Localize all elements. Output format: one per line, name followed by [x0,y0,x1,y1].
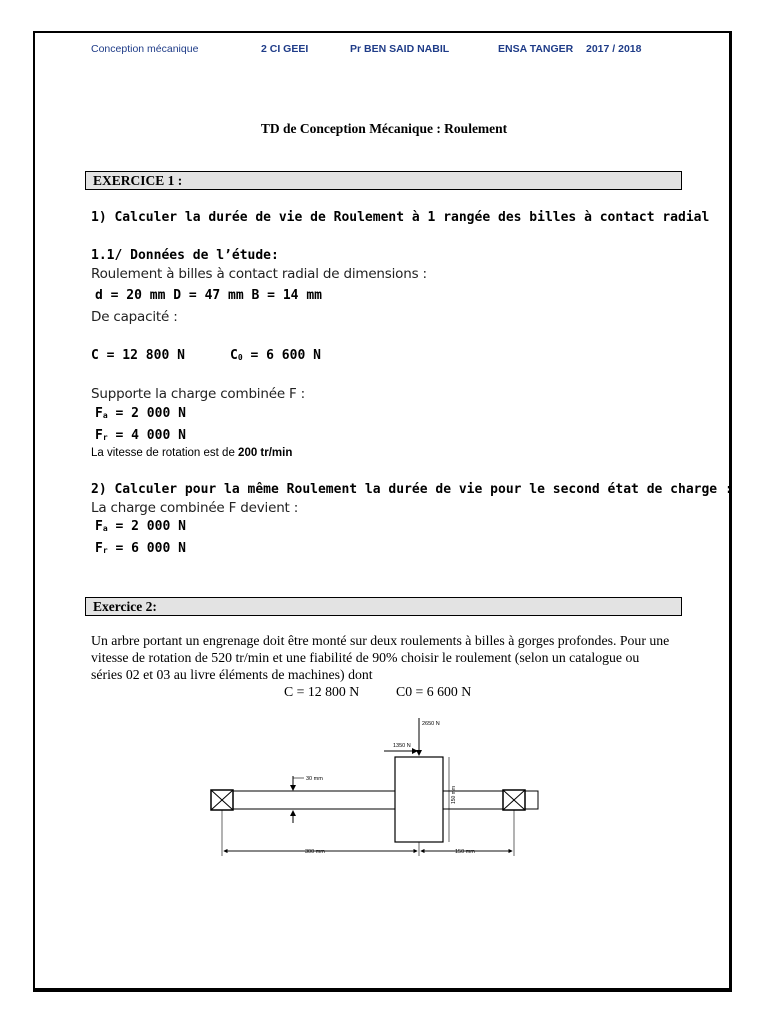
exercise1-c0: $C_0 = 6$ 600 N [230,348,321,363]
exercise2-c: C = 12 800 N [284,684,360,699]
header-year: 2017 / 2018 [586,43,642,55]
shaft-diameter-label: 30 mm [306,776,323,782]
document-title: TD de Conception Mécanique : Roulement [260,121,508,136]
exercise1-load-label: Supporte la charge combinée F : [91,386,306,402]
exercise1-question2: 2) Calculer pour la même Roulement la durée de vie pour le second état de charge : [91,482,733,497]
exercise1-fa2: $F_a = 2$ 000 N [95,519,186,534]
shaft [233,791,538,809]
load-vertical-label: 2650 N [422,721,440,727]
exercise1-c-value: C = 12 800 N [91,348,185,363]
exercise1-fr2: $F_r = 6$ 000 N [95,541,186,556]
exercise1-fa: $F_a = 2$ 000 N [95,406,186,421]
exercise1-description: Roulement à billes à contact radial de dimensions : [91,266,427,282]
exercise1-speed: La vitesse de rotation est de 200 tr/min [91,447,293,459]
exercise1-fr: $F_r = 4$ 000 N [95,428,186,443]
exercise2-heading: Exercice 2: [85,597,682,616]
length-left-label: 300 mm [305,849,325,855]
exercise1-q2-load-label: La charge combinée F devient : [91,500,299,516]
load-axial-label: 1350 N [393,743,411,749]
exercise1-dimensions: d = 20 mm D = 47 mm B = 14 mm [95,288,322,303]
exercise1-question1: 1) Calculer la durée de vie de Roulement à 1 rangée des billes à contact radial [91,210,710,225]
exercise1-heading: EXERCICE 1 : [85,171,682,190]
gear-diameter-label: 150 mm [451,785,457,804]
exercise2-paragraph: Un arbre portant un engrenage doit être monté sur deux roulements à billes à gorges profondes. Pour une vitesse de rotation de 520 tr/min et une fiabilité de 90% choisir le roulement (selon un catalogue ou séries 02 et 03 au livre éléments de machines) dont [91,633,670,682]
bearing-right [503,790,525,810]
bearing-left [211,790,233,810]
header-course: Conception mécanique [91,43,199,55]
gear [395,757,443,842]
header-school: ENSA TANGER [498,43,574,55]
shaft-diagram [200,712,550,864]
header-teacher: Pr BEN SAID NABIL [350,43,450,55]
length-right-label: 150 mm [455,849,475,855]
exercise1-data-title: 1.1/ Données de l’étude: [91,248,279,263]
exercise1-capacity-label: De capacité : [91,309,178,325]
exercise2-c0: C0 = 6 600 N [396,684,472,699]
header-class: 2 CI GEEI [261,43,309,55]
